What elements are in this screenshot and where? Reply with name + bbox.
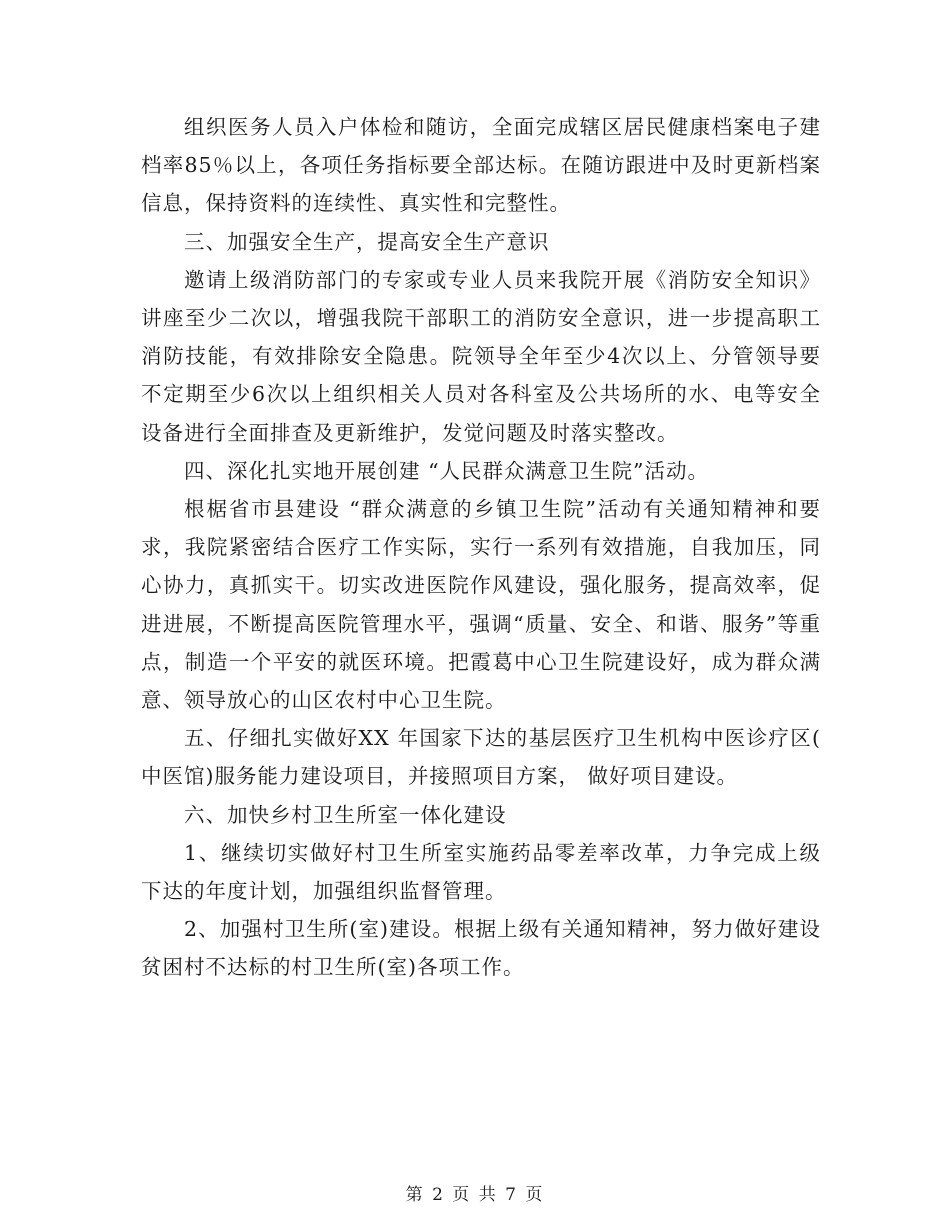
- paragraph-village-clinics-1: 1、继续切实做好村卫生所室实施药品零差率改革，力争完成上级下达的年度计划，加强组织监督管理。: [141, 840, 821, 904]
- paragraph-health-records: 组织医务人员入户体检和随访，全面完成辖区居民健康档案电子建档率85％以上，各项任务指标要全部达标。在随访跟进中及时更新档案信息，保持资料的连续性、真实性和完整性。: [141, 115, 821, 216]
- paragraph-village-clinics-2: 2、加强村卫生所(室)建设。根据上级有关通知精神，努力做好建设贫困村不达标的村卫生所(室)各项工作。: [141, 917, 821, 980]
- section-heading-safety: 三、加强安全生产，提高安全生产意识: [184, 229, 550, 254]
- paragraph-fire-safety: 邀请上级消防部门的专家或专业人员来我院开展《消防安全知识》讲座至少二次以，增强我院干部职工的消防安全意识，进一步提高职工消防技能，有效排除安全隐患。院领导全年至少4次以上、分管领导要不定期至少6次以上组织相关人员对各科室及公共场所的水、电等安全设备进行全面排查及更新维护，发觉问题及时落实整改。: [141, 267, 821, 445]
- page-number-footer: 第 2 页 共 7 页: [405, 1185, 545, 1205]
- section-heading-village-clinics: 六、加快乡村卫生所室一体化建设: [184, 802, 507, 827]
- paragraph-tcm-project: 五、仔细扎实做好XX 年国家下达的基层医疗卫生机构中医诊疗区( 中医馆)服务能力建设项目，并接照项目方案， 做好项目建设。: [141, 726, 821, 789]
- document-body: [141, 108, 821, 987]
- section-heading-satisfaction: 四、深化扎实地开展创建 “人民群众满意卫生院”活动。: [184, 458, 710, 483]
- paragraph-satisfaction: 根椐省市县建设 “群众满意的乡镇卫生院”活动有关通知精神和要求，我院紧密结合医疗工作实际，实行一系列有效措施，自我加压，同心协力，真抓实干。切实改进医院作风建设，强化服务，提高效率，促进进展，不断提高医院管理水平，强调“质量、安全、和谐、服务”等重点，制造一个平安的就医环境。把霞葛中心卫生院建设好，成为群众满意、领导放心的山区农村中心卫生院。: [141, 497, 821, 713]
